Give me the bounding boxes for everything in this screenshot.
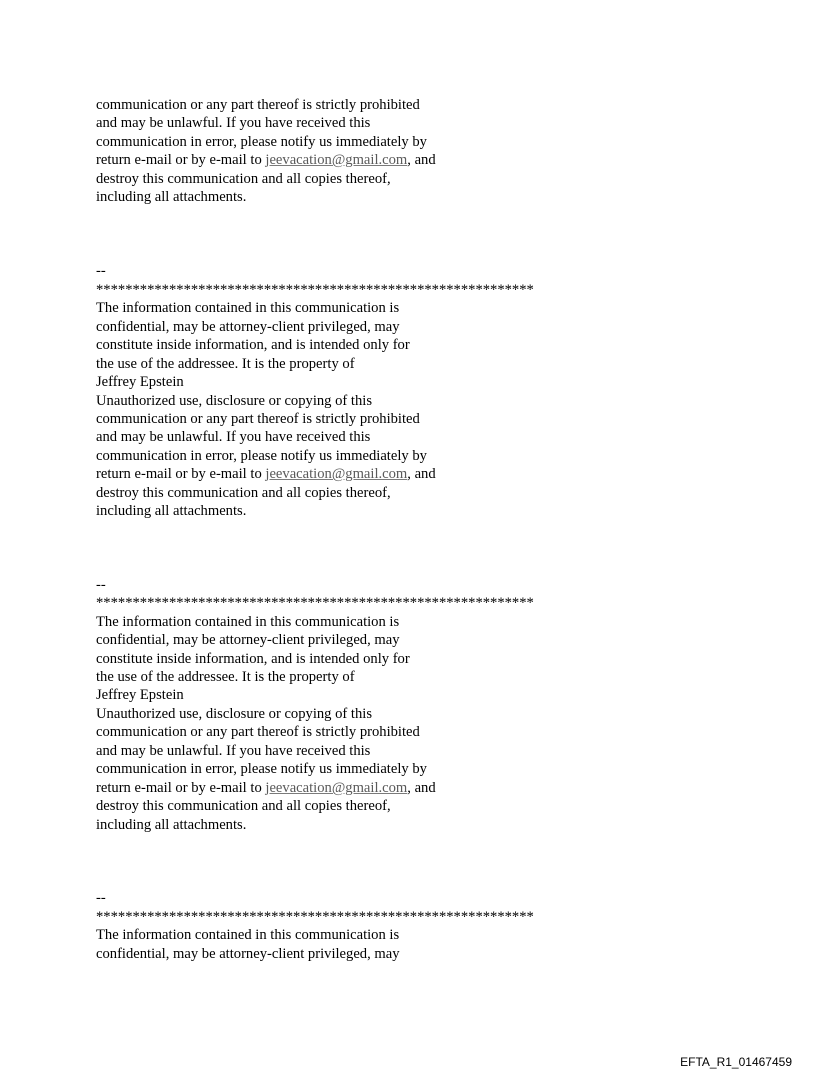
body-text-line [96,151,436,169]
body-text-line: including all attachments. [96,503,247,519]
body-text-fragment: return e-mail or by e-mail to [96,466,266,482]
signature-separator: -- [96,890,106,906]
body-text-line: communication in error, please notify us immediately by [96,761,427,777]
body-text-line: including all attachments. [96,817,247,833]
body-text-line: The information contained in this communication is [96,300,400,316]
body-text-line: Unauthorized use, disclosure or copying of this [96,393,373,409]
body-text-line: communication or any part thereof is strictly prohibited [96,411,420,427]
body-text-line [96,465,436,483]
body-text-line: and may be unlawful. If you have received this [96,743,371,759]
body-text-line: confidential, may be attorney-client privileged, may [96,946,400,962]
body-text-line: communication or any part thereof is strictly prohibited [96,97,420,113]
email-link[interactable]: jeevacation@gmail.com [265,780,408,796]
body-text-line: including all attachments. [96,189,247,205]
body-text-line: destroy this communication and all copies thereof, [96,171,391,187]
body-text-line: Unauthorized use, disclosure or copying of this [96,706,373,722]
body-text-fragment: return e-mail or by e-mail to [96,152,266,168]
signature-separator: -- [96,263,106,279]
body-text-line: communication in error, please notify us immediately by [96,448,427,464]
body-text-line: communication or any part thereof is strictly prohibited [96,724,420,740]
body-text-line: and may be unlawful. If you have received this [96,115,371,131]
body-text-fragment: , and [407,780,436,796]
body-text-fragment: , and [407,152,436,168]
body-text-line: The information contained in this communication is [96,927,400,943]
body-text-line: the use of the addressee. It is the property of [96,669,355,685]
body-text-line: communication in error, please notify us immediately by [96,134,427,150]
body-text-line: destroy this communication and all copies thereof, [96,485,391,501]
body-text-fragment: , and [407,466,436,482]
email-link[interactable]: jeevacation@gmail.com [265,152,408,168]
body-text-line: and may be unlawful. If you have received this [96,429,371,445]
body-text-line: destroy this communication and all copies thereof, [96,798,391,814]
body-text-line: Jeffrey Epstein [96,687,184,703]
asterisk-divider: ************************************************************ [96,595,534,611]
body-text-line: constitute inside information, and is intended only for [96,337,410,353]
email-link[interactable]: jeevacation@gmail.com [265,466,408,482]
body-text-line: constitute inside information, and is intended only for [96,651,410,667]
body-text-fragment: return e-mail or by e-mail to [96,780,266,796]
body-text-line: The information contained in this communication is [96,614,400,630]
body-text-line: confidential, may be attorney-client privileged, may [96,632,400,648]
body-text-line: confidential, may be attorney-client privileged, may [96,319,400,335]
asterisk-divider: ************************************************************ [96,909,534,925]
body-text-line [96,779,436,797]
signature-separator: -- [96,577,106,593]
asterisk-divider: ************************************************************ [96,282,534,298]
body-text-line: Jeffrey Epstein [96,374,184,390]
body-text-line: the use of the addressee. It is the property of [96,356,355,372]
document-id: EFTA_R1_01467459 [680,1055,792,1069]
